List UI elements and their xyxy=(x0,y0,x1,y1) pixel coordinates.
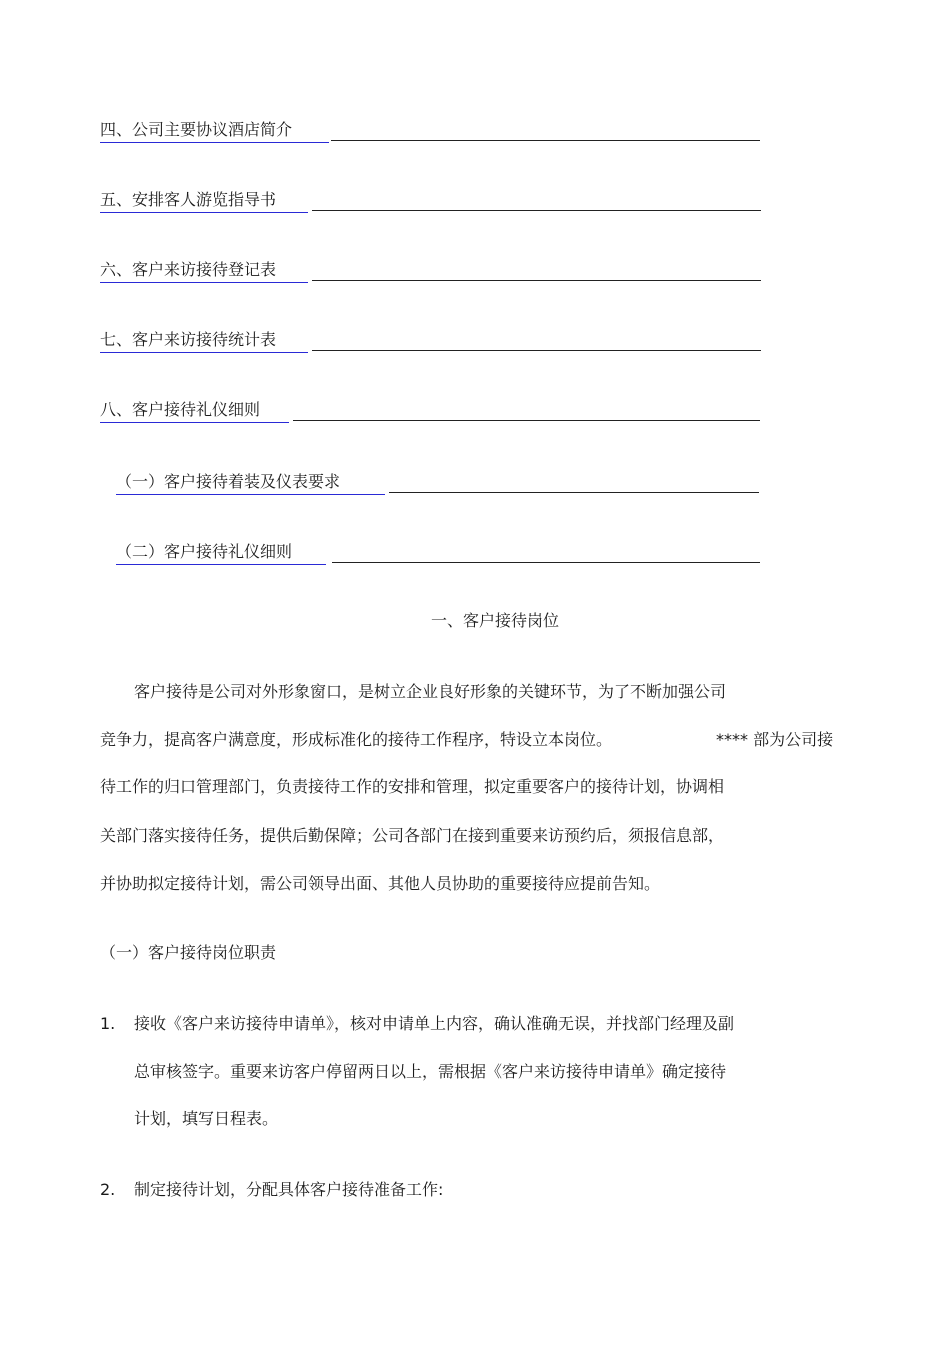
toc-entry[interactable] xyxy=(100,259,761,281)
toc-link[interactable]: 七、客户来访接待统计表 xyxy=(100,329,308,353)
toc-link[interactable]: （一）客户接待着装及仪表要求 xyxy=(116,471,385,495)
paragraph-line: **** 部为公司接 xyxy=(716,730,834,749)
list-item-line: 计划，填写日程表。 xyxy=(134,1109,279,1128)
toc-link[interactable]: 五、安排客人游览指导书 xyxy=(100,189,308,213)
toc-entry[interactable] xyxy=(116,471,759,493)
subsection-title: （一）客户接待岗位职责 xyxy=(100,943,277,962)
toc-leader-line xyxy=(312,259,761,281)
toc-entry[interactable] xyxy=(100,399,760,421)
toc-link[interactable]: 四、公司主要协议酒店简介 xyxy=(100,119,329,143)
toc-entry[interactable] xyxy=(100,189,761,211)
list-item-line: 接收《客户来访接待申请单》，核对申请单上内容，确认准确无误，并找部门经理及副 xyxy=(134,1014,735,1033)
list-item-line: 制定接待计划，分配具体客户接待准备工作: xyxy=(134,1180,444,1199)
list-number: 2. xyxy=(100,1180,116,1199)
section-title: 一、客户接待岗位 xyxy=(430,611,559,630)
toc-entry[interactable] xyxy=(100,329,761,351)
toc-entry[interactable] xyxy=(100,119,760,141)
toc-link[interactable]: （二）客户接待礼仪细则 xyxy=(116,541,326,565)
paragraph-line: 竞争力，提高客户满意度，形成标准化的接待工作程序，特设立本岗位。 xyxy=(100,730,613,749)
toc-entry[interactable] xyxy=(116,541,760,563)
paragraph-line: 关部门落实接待任务，提供后勤保障；公司各部门在接到重要来访预约后，须报信息部， xyxy=(100,826,725,845)
toc-leader-line xyxy=(332,541,760,563)
toc-link[interactable]: 六、客户来访接待登记表 xyxy=(100,259,308,283)
paragraph-line: 待工作的归口管理部门，负责接待工作的安排和管理，拟定重要客户的接待计划，协调相 xyxy=(100,777,725,796)
list-item-line: 总审核签字。重要来访客户停留两日以上，需根据《客户来访接待申请单》确定接待 xyxy=(134,1062,727,1081)
toc-leader-line xyxy=(312,189,761,211)
toc-leader-line xyxy=(389,471,759,493)
paragraph-line: 并协助拟定接待计划，需公司领导出面、其他人员协助的重要接待应提前告知。 xyxy=(100,874,661,893)
toc-leader-line xyxy=(312,329,761,351)
toc-leader-line xyxy=(331,119,760,141)
paragraph-line: 客户接待是公司对外形象窗口，是树立企业良好形象的关键环节，为了不断加强公司 xyxy=(134,682,727,701)
list-number: 1. xyxy=(100,1014,116,1033)
toc-link[interactable]: 八、客户接待礼仪细则 xyxy=(100,399,289,423)
toc-leader-line xyxy=(293,399,760,421)
